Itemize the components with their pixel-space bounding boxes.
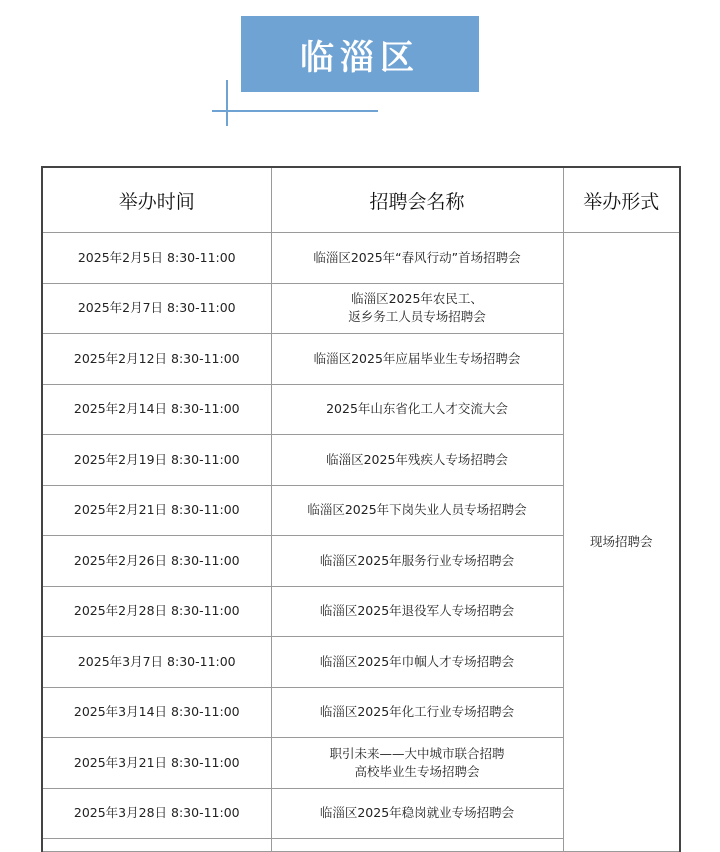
district-banner [241,16,479,92]
fair-name [271,536,563,587]
fair-name [271,637,563,688]
column-header-format: 举办形式 [563,167,680,233]
fair-name [271,788,563,839]
fair-name [271,334,563,385]
fair-name-line: 返乡务工人员专场招聘会 [348,309,486,325]
fair-name [271,738,563,789]
fair-name-line: 临淄区2025年巾帼人才专场招聘会 [319,653,515,669]
fair-time: 2025年2月19日 8:30-11:00 [42,435,271,486]
fair-name-line: 临淄区2025年退役军人专场招聘会 [319,603,515,619]
fair-name [271,687,563,738]
fair-name-line: 临淄区2025年下岗失业人员专场招聘会 [307,502,527,518]
job-fair-schedule-table [41,166,681,852]
column-header-name: 招聘会名称 [271,167,563,233]
fair-name-empty [271,839,563,852]
fair-name-line: 临淄区2025年稳岗就业专场招聘会 [319,805,515,821]
fair-time: 2025年2月12日 8:30-11:00 [42,334,271,385]
fair-name-line: 临淄区2025年应届毕业生专场招聘会 [313,350,521,366]
column-header-time: 举办时间 [42,167,271,233]
fair-time: 2025年3月14日 8:30-11:00 [42,687,271,738]
fair-name [271,283,563,334]
fair-time-empty [42,839,271,852]
fair-time: 2025年2月14日 8:30-11:00 [42,384,271,435]
fair-time: 2025年2月21日 8:30-11:00 [42,485,271,536]
fair-time: 2025年3月28日 8:30-11:00 [42,788,271,839]
fair-name-line: 临淄区2025年残疾人专场招聘会 [326,451,508,467]
fair-name [271,586,563,637]
fair-time: 2025年2月5日 8:30-11:00 [42,233,271,284]
fair-time: 2025年2月28日 8:30-11:00 [42,586,271,637]
fair-time: 2025年3月21日 8:30-11:00 [42,738,271,789]
fair-name-line: 临淄区2025年化工行业专场招聘会 [319,704,515,720]
table-row [42,233,680,284]
fair-name-line: 临淄区2025年服务行业专场招聘会 [319,552,515,568]
fair-name-line: 高校毕业生专场招聘会 [354,763,480,779]
fair-name-line: 职引未来——大中城市联合招聘 [329,745,505,761]
fair-name [271,435,563,486]
fair-time: 2025年2月26日 8:30-11:00 [42,536,271,587]
fair-name [271,384,563,435]
fair-name [271,485,563,536]
fair-time: 2025年2月7日 8:30-11:00 [42,283,271,334]
decorative-vertical-line [226,80,228,126]
fair-name-line: 临淄区2025年“春风行动”首场招聘会 [313,249,521,265]
fair-time: 2025年3月7日 8:30-11:00 [42,637,271,688]
fair-name [271,233,563,284]
district-title: 临淄区 [300,37,420,78]
fair-name-line: 2025年山东省化工人才交流大会 [326,401,508,417]
decorative-horizontal-line [212,110,378,112]
fair-format: 现场招聘会 [563,233,680,852]
fair-name-line: 临淄区2025年农民工、 [351,291,483,307]
table-header-row [42,167,680,233]
